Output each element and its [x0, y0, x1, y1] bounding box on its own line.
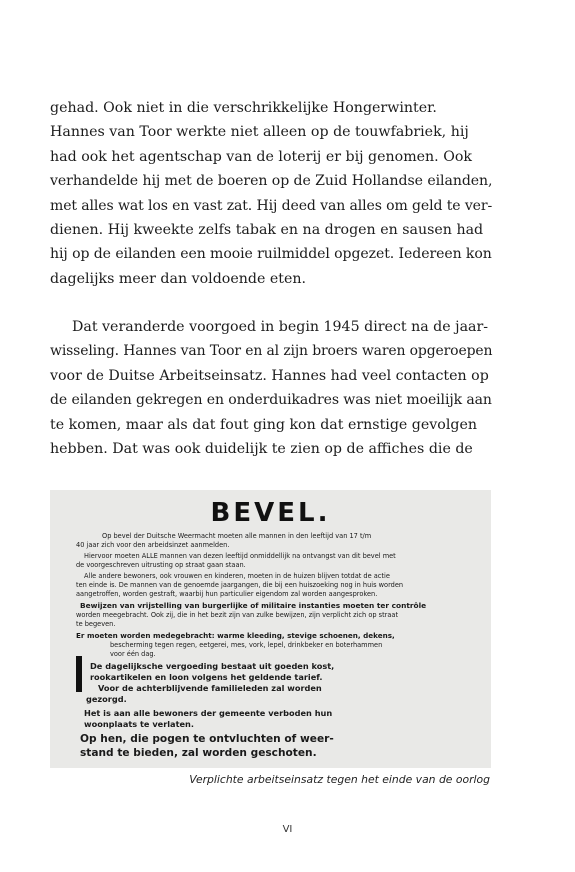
poster-line: de voorgeschreven uitrusting op straat gaan staan.	[76, 561, 246, 569]
paragraph-2	[50, 315, 492, 461]
poster-line: bescherming tegen regen, eetgerei, mes, vork, lepel, drinkbeker en boterhammen	[110, 641, 383, 649]
poster-line: Bewijzen van vrijstelling van burgerlijke of militaire instanties moeten ter contrôle	[80, 601, 427, 610]
poster-line: worden meegebracht. Ook zij, die in het bezit zijn van zulke bewijzen, zijn verplicht zich op straat	[76, 611, 399, 619]
poster-line: ten einde is. De mannen van de genoemde jaargangen, die bij een huiszoeking nog in huis worden	[76, 581, 404, 589]
text-line: gehad. Ook niet in die verschrikkelijke Hongerwinter.	[50, 100, 437, 116]
poster-line: Alle andere bewoners, ook vrouwen en kinderen, moeten in de huizen blijven totdat de actie	[84, 572, 390, 580]
poster-bullet-bar	[76, 656, 82, 692]
text-line: Hannes van Toor werkte niet alleen op de touwfabriek, hij	[50, 124, 469, 141]
text-line: hij op de eilanden een mooie ruilmiddel opgezet. Iedereen kon	[50, 246, 492, 263]
poster-line: Het is aan alle bewoners der gemeente verboden hun	[84, 708, 333, 718]
page-number: VI	[282, 824, 293, 835]
text-line: hebben. Dat was ook duidelijk te zien op de affiches die de	[50, 441, 473, 458]
text-line: de eilanden gekregen en onderduikadres was niet moeilijk aan	[50, 392, 492, 409]
poster-line: Op hen, die pogen te ontvluchten of weer-	[80, 733, 334, 745]
poster-line: Hiervoor moeten ALLE mannen van dezen leeftijd onmiddellijk na ontvangst van dit bevel met	[84, 552, 396, 560]
text-line: te komen, maar als dat fout ging kon dat ernstige gevolgen	[50, 416, 477, 433]
poster-line: 40 jaar zich voor den arbeidsinzet aanmelden.	[76, 541, 230, 549]
text-line: dienen. Hij kweekte zelfs tabak en na drogen en sausen had	[50, 222, 484, 239]
poster-line: De dagelijksche vergoeding bestaat uit goeden kost,	[90, 661, 335, 671]
text-line: voor de Duitse Arbeitseinsatz. Hannes had veel contacten op	[50, 367, 489, 384]
poster-title: BEVEL.	[210, 498, 331, 528]
poster-line: rookartikelen en loon volgens het geldende tarief.	[90, 672, 323, 682]
text-line: wisseling. Hannes van Toor en al zijn broers waren opgeroepen	[50, 343, 493, 360]
text-line: met alles wat los en vast zat. Hij deed van alles om geld te ver-	[50, 197, 493, 214]
poster-line: te begeven.	[76, 620, 116, 628]
paragraph-1	[50, 96, 492, 291]
poster-line: voor één dag.	[110, 650, 156, 658]
text-line: had ook het agentschap van de loterij er bij genomen. Ook	[50, 148, 472, 165]
poster-line: Op bevel der Duitsche Weermacht moeten alle mannen in den leeftijd van 17 t/m	[102, 532, 372, 540]
image-caption: Verplichte arbeitseinsatz tegen het einde van de oorlog	[189, 773, 490, 786]
poster-line: Voor de achterblijvende familieleden zal worden	[98, 683, 322, 693]
poster-line: Er moeten worden medegebracht: warme kleeding, stevige schoenen, dekens,	[76, 631, 395, 640]
poster-line: stand te bieden, zal worden geschoten.	[80, 747, 317, 759]
text-line: dagelijks meer dan voldoende eten.	[50, 270, 306, 287]
poster-line: aangetroffen, worden gestraft, waarbij hun particulier eigendom zal worden aangesproken.	[76, 590, 378, 598]
text-line: verhandelde hij met de boeren op de Zuid Hollandse eilanden,	[50, 173, 493, 190]
poster-line: woonplaats te verlaten.	[84, 719, 194, 729]
poster-line: gezorgd.	[86, 694, 127, 704]
bevel-poster-image	[50, 490, 491, 768]
text-line: Dat veranderde voorgoed in begin 1945 direct na de jaar-	[72, 319, 489, 335]
